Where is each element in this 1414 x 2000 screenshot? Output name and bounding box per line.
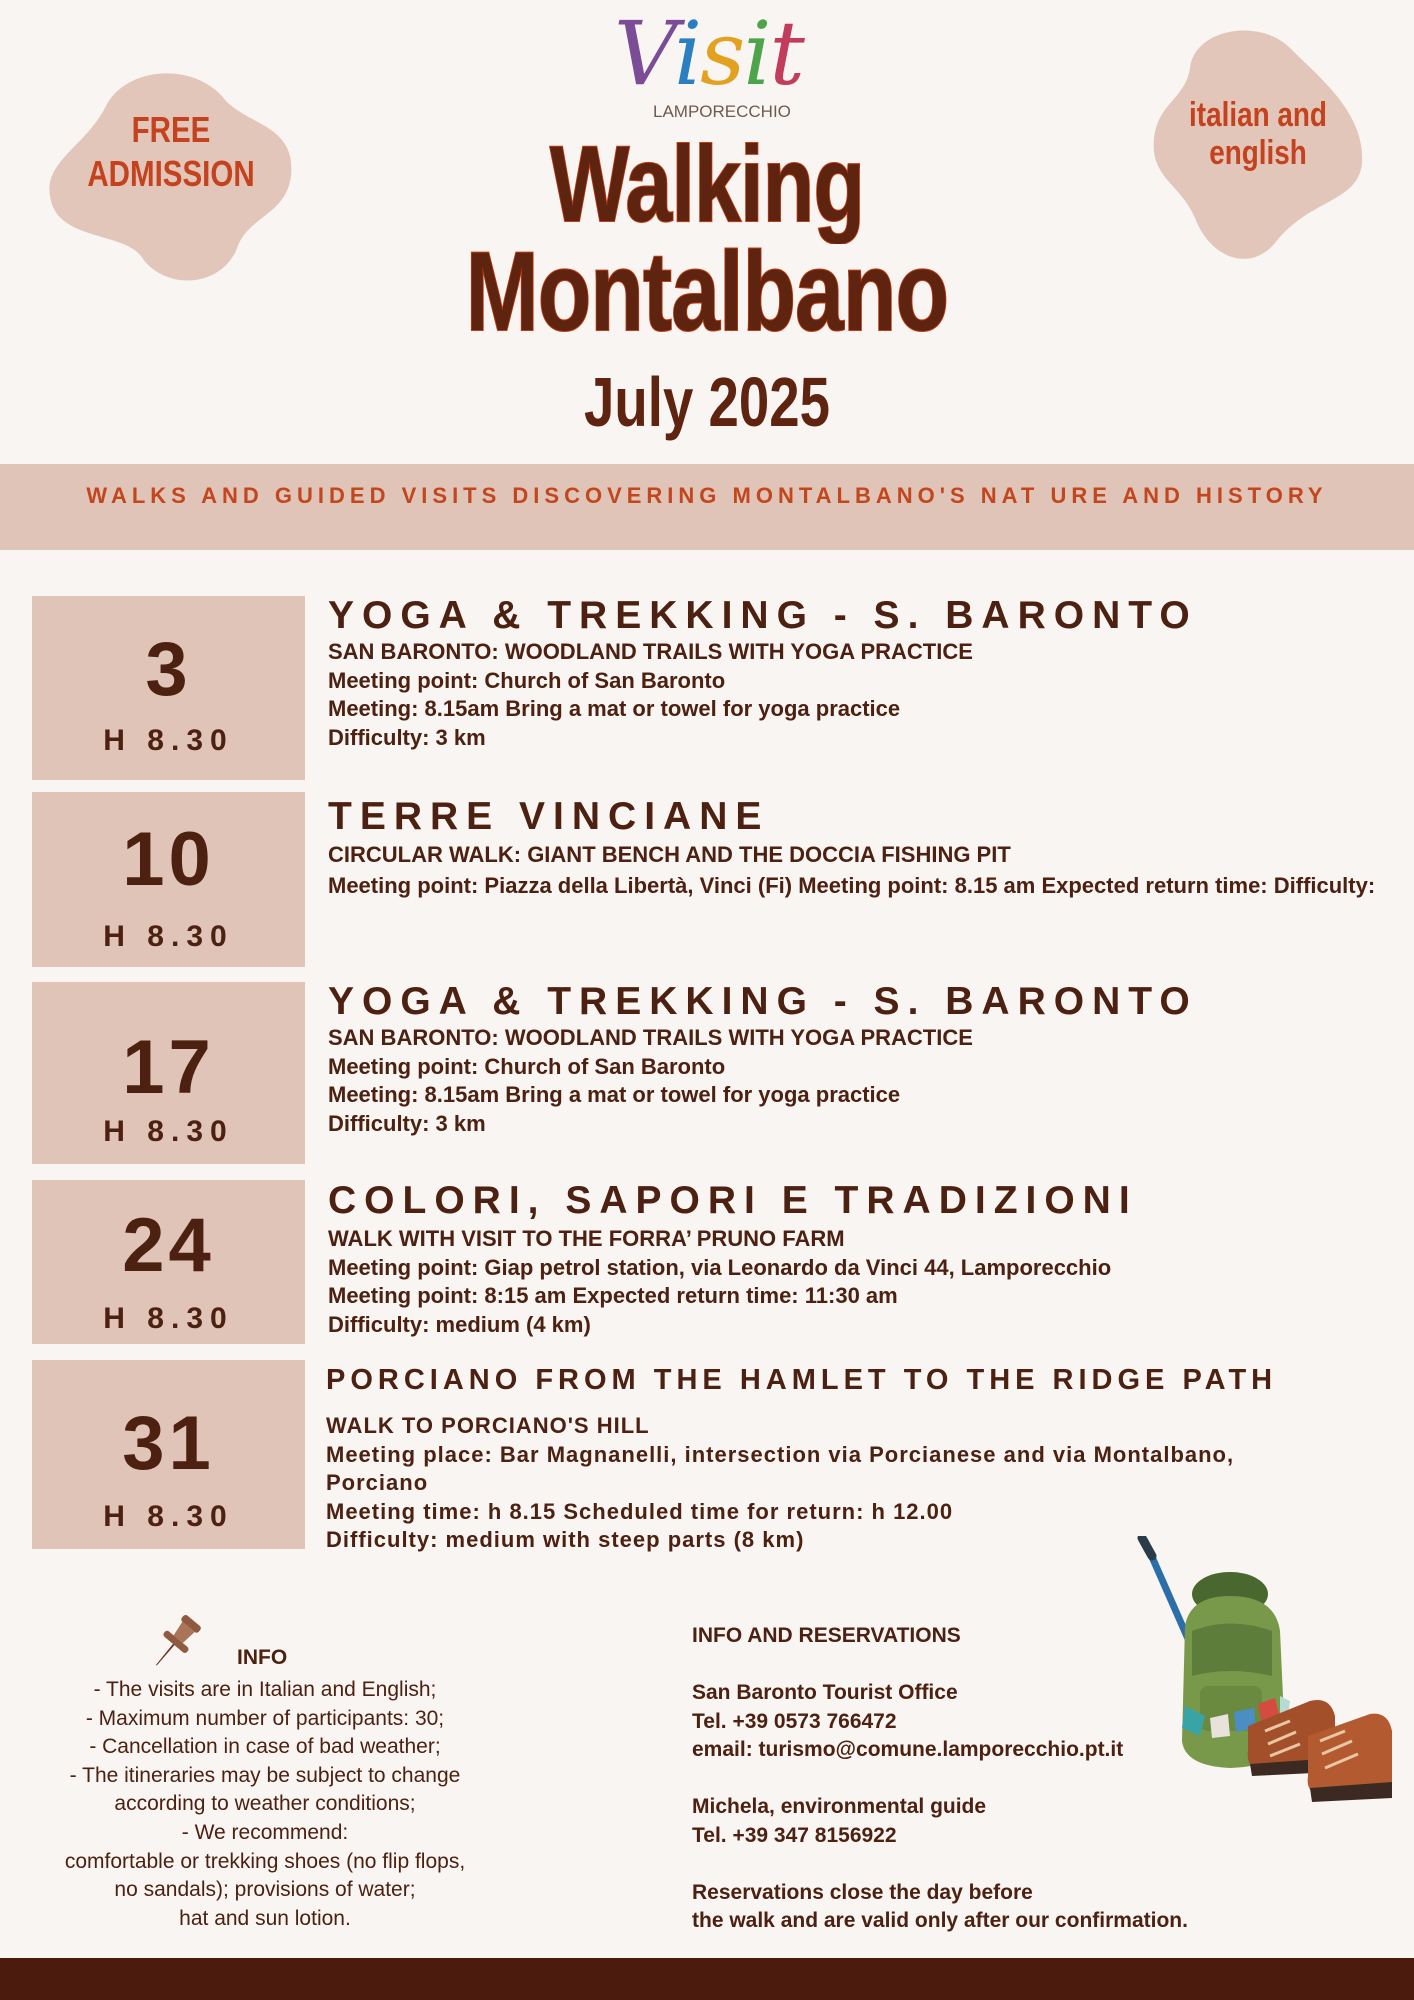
event-subtitle: SAN BARONTO: WOODLAND TRAILS WITH YOGA PRACTICE <box>328 1025 973 1050</box>
event-date-box <box>32 1360 305 1549</box>
title-line-2: Montalbano <box>465 229 949 354</box>
footer-bar <box>0 1958 1414 2000</box>
event-hour: H 8.30 <box>103 1500 234 1533</box>
event-hour: H 8.30 <box>103 920 234 953</box>
event-meeting-point: Meeting point: Giap petrol station, via Leonardo da Vinci 44, Lamporecchio <box>328 1254 1112 1280</box>
hiking-gear-icon <box>1130 1536 1400 1806</box>
pushpin-icon <box>140 1610 210 1676</box>
badge-line-1: FREE <box>131 109 211 150</box>
badge-line-1: italian and <box>1189 96 1327 134</box>
visit-lamporecchio-logo <box>600 2 810 121</box>
event-details <box>328 1179 1384 1339</box>
event-details <box>328 980 1384 1138</box>
event-date-box <box>32 982 305 1164</box>
office-name: San Baronto Tourist Office <box>692 1681 958 1704</box>
office-email: email: turismo@comune.lamporecchio.pt.it <box>692 1738 1124 1761</box>
event-subtitle: CIRCULAR WALK: GIANT BENCH AND THE DOCCIA FISHING PIT <box>328 842 1011 867</box>
guide-name: Michela, environmental guide <box>692 1795 987 1818</box>
event-meeting-time: Meeting: 8.15am Bring a mat or towel for yoga practice <box>328 696 901 721</box>
info-line: no sandals); provisions of water; <box>114 1878 416 1902</box>
info-line: - Cancellation in case of bad weather; <box>89 1735 441 1759</box>
event-date-box <box>32 596 305 780</box>
month-title: July 2025 <box>584 363 830 441</box>
event-difficulty: Difficulty: 3 km <box>328 724 486 750</box>
event-title: YOGA & TREKKING - S. BARONTO <box>328 594 1198 637</box>
logo-subtitle: LAMPORECCHIO <box>653 102 791 121</box>
reservations-title: INFO AND RESERVATIONS <box>692 1624 961 1647</box>
event-day: 24 <box>122 1203 215 1288</box>
office-phone: Tel. +39 0573 766472 <box>692 1709 897 1733</box>
event-details <box>328 795 1384 900</box>
event-meeting-point: Meeting point: Piazza della Libertà, Vinci (Fi) Meeting point: 8.15 am Expected return time: Difficulty: <box>328 872 1376 898</box>
badge-line-2: english <box>1209 134 1307 172</box>
event-title: COLORI, SAPORI E TRADIZIONI <box>328 1179 1138 1222</box>
info-line: - The visits are in Italian and English; <box>93 1678 437 1701</box>
event-day: 17 <box>122 1025 215 1110</box>
event-day: 31 <box>122 1401 215 1486</box>
reservations-note: Reservations close the day before <box>692 1880 1033 1904</box>
event-hour: H 8.30 <box>103 1115 234 1148</box>
info-line: according to weather conditions; <box>114 1792 416 1816</box>
event-date-box <box>32 1180 305 1344</box>
info-line: - Maximum number of participants: 30; <box>85 1706 445 1730</box>
info-section <box>20 1676 510 1933</box>
subtitle-band-text: WALKS AND GUIDED VISITS DISCOVERING MONTALBANO'S NAT URE AND HISTORY <box>86 483 1328 508</box>
event-meeting-point: Meeting point: Church of San Baronto <box>328 667 726 693</box>
event-subtitle: WALK WITH VISIT TO THE FORRA’ PRUNO FARM <box>328 1226 845 1251</box>
event-details <box>328 594 1384 752</box>
subtitle-band <box>0 464 1414 550</box>
info-line: comfortable or trekking shoes (no flip flops, <box>64 1849 466 1873</box>
event-meeting-time: Meeting: 8.15am Bring a mat or towel for yoga practice <box>328 1082 901 1107</box>
info-line: - The itineraries may be subject to change <box>69 1763 461 1787</box>
event-title: YOGA & TREKKING - S. BARONTO <box>328 980 1198 1023</box>
event-title: TERRE VINCIANE <box>328 795 770 838</box>
reservations-note: the walk and are valid only after our confirmation. <box>692 1909 1188 1932</box>
event-difficulty: Difficulty: 3 km <box>328 1110 486 1136</box>
info-line: - We recommend: <box>181 1820 349 1844</box>
event-meeting-point: Meeting point: Church of San Baronto <box>328 1053 726 1079</box>
title-line-1: Walking <box>549 123 865 244</box>
event-date-box <box>32 792 305 967</box>
event-title: PORCIANO FROM THE HAMLET TO THE RIDGE PATH <box>326 1364 1278 1396</box>
event-day: 10 <box>122 817 215 902</box>
badge-line-2: ADMISSION <box>87 153 255 194</box>
event-meeting-time: Meeting point: 8:15 am Expected return time: 11:30 am <box>328 1283 898 1308</box>
event-meeting-point: Meeting place: Bar Magnanelli, intersection via Porcianese and via Montalbano, Porciano <box>326 1441 1235 1495</box>
event-subtitle: WALK TO PORCIANO'S HILL <box>326 1413 650 1438</box>
event-hour: H 8.30 <box>103 1302 234 1335</box>
event-subtitle: SAN BARONTO: WOODLAND TRAILS WITH YOGA PRACTICE <box>328 639 973 664</box>
event-hour: H 8.30 <box>103 724 234 757</box>
event-difficulty: Difficulty: medium (4 km) <box>328 1311 591 1337</box>
spacer <box>692 1850 1252 1879</box>
info-line: hat and sun lotion. <box>179 1906 351 1930</box>
info-title: INFO <box>237 1646 288 1669</box>
guide-phone: Tel. +39 347 8156922 <box>692 1823 897 1847</box>
event-meeting-time: Meeting time: h 8.15 Scheduled time for return: h 12.00 <box>326 1498 954 1524</box>
event-difficulty: Difficulty: medium with steep parts (8 km) <box>326 1527 805 1552</box>
event-details <box>326 1358 1384 1555</box>
logo-wordmark: Visit <box>614 2 803 105</box>
event-day: 3 <box>145 627 192 712</box>
